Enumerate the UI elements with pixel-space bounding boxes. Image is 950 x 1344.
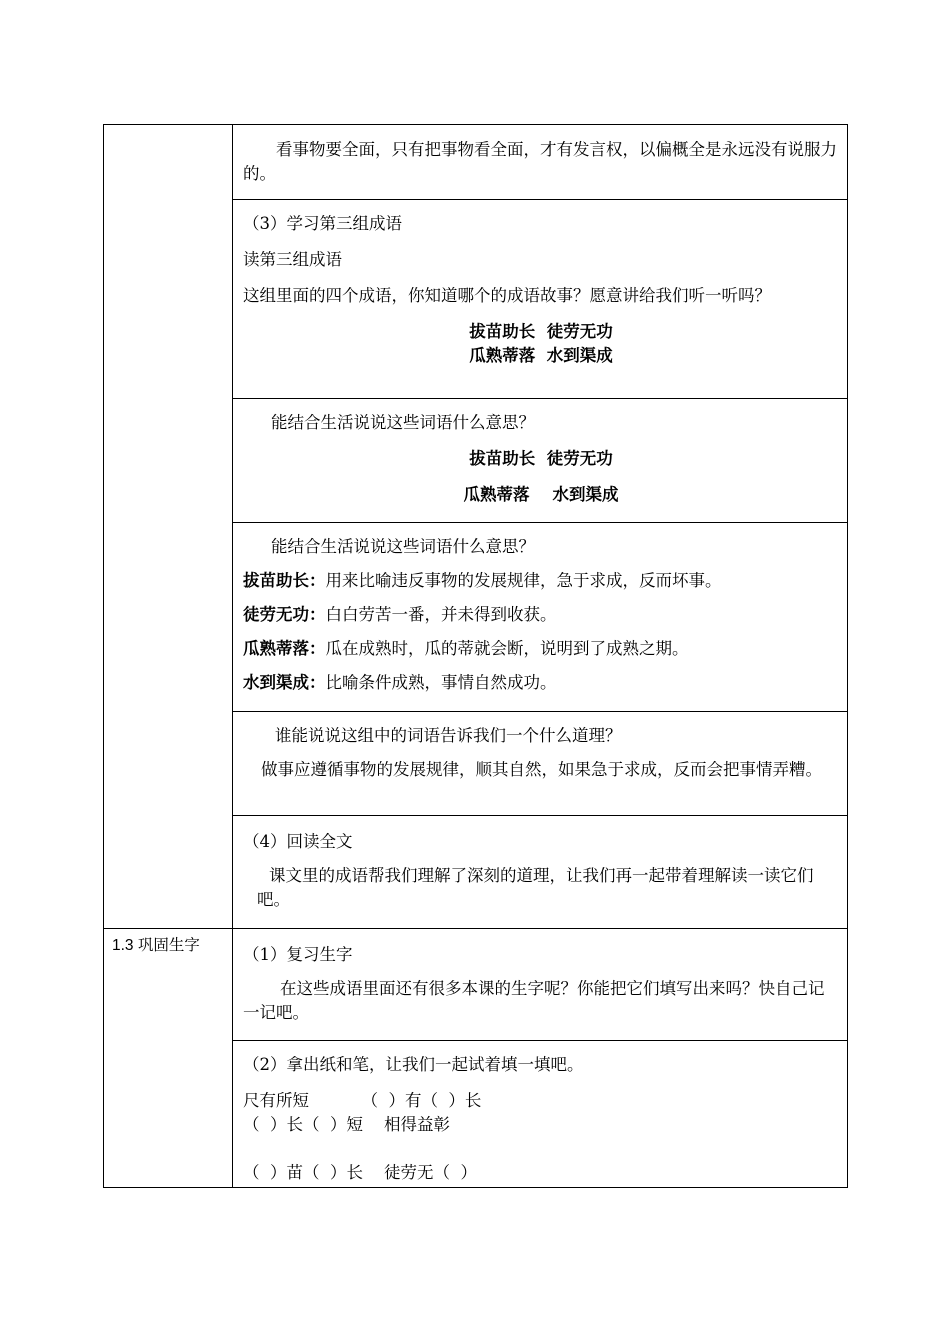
lesson-table — [103, 124, 848, 1188]
content-cell — [233, 523, 848, 712]
instruction-text: 在这些成语里面还有很多本课的生字呢？你能把它们填写出来吗？快自己记一记吧。 — [243, 979, 825, 1022]
definition-item — [243, 671, 839, 695]
section-heading: （1）复习生字 — [243, 945, 353, 964]
definition-term: 拔苗助长： — [243, 571, 326, 590]
answer-text: 做事应遵循事物的发展规律，顺其自然，如果急于求成，反而会把事情弄糟。 — [261, 760, 822, 779]
idioms-line: 拔苗助长 徒劳无功 — [469, 322, 613, 341]
content-cell — [233, 200, 848, 399]
fill-blank-line: （ ）苗（ ）长 徒劳无（ ） — [243, 1163, 477, 1182]
definition-term: 瓜熟蒂落： — [243, 639, 326, 658]
content-cell — [233, 399, 848, 523]
question-text: 能结合生活说说这些词语什么意思？ — [271, 537, 535, 556]
question-text: 谁能说说这组中的词语告诉我们一个什么道理？ — [275, 726, 622, 745]
instruction-text: 读第三组成语 — [243, 250, 342, 269]
section-heading: （4）回读全文 — [243, 832, 353, 851]
question-text: 能结合生活说说这些词语什么意思？ — [271, 413, 535, 432]
definition-text: 瓜在成熟时，瓜的蒂就会断，说明到了成熟之期。 — [325, 639, 689, 658]
section-heading: （3）学习第三组成语 — [243, 214, 402, 233]
label-cell — [104, 929, 233, 1188]
content-cell — [233, 929, 848, 1041]
content-cell — [233, 816, 848, 929]
definition-term: 徒劳无功： — [243, 605, 326, 624]
definition-item — [243, 637, 839, 661]
idioms-line: 瓜熟蒂落 水到渠成 — [463, 485, 619, 504]
reading-text: 课文里的成语帮我们理解了深刻的道理，让我们再一起带着理解读一读它们吧。 — [257, 866, 814, 909]
definition-text: 比喻条件成熟，事情自然成功。 — [325, 673, 557, 692]
definition-text: 用来比喻违反事物的发展规律，急于求成，反而坏事。 — [325, 571, 722, 590]
idioms-line: 拔苗助长 徒劳无功 — [469, 449, 613, 468]
table-row — [104, 125, 848, 200]
definition-item — [243, 569, 839, 593]
content-cell — [233, 1041, 848, 1188]
fill-blank-line: 尺有所短 （ ）有（ ）长 — [243, 1091, 482, 1110]
definition-text: 白白劳苦一番，并未得到收获。 — [325, 605, 557, 624]
definition-item — [243, 603, 839, 627]
section-heading: （2）拿出纸和笔，让我们一起试着填一填吧。 — [243, 1055, 584, 1074]
question-text: 这组里面的四个成语，你知道哪个的成语故事？愿意讲给我们听一听吗？ — [243, 286, 771, 305]
definition-term: 水到渠成： — [243, 673, 326, 692]
content-cell — [233, 125, 848, 200]
label-cell-empty — [104, 125, 233, 929]
fill-blank-line: （ ）长（ ）短 相得益彰 — [243, 1115, 450, 1134]
idioms-line: 瓜熟蒂落 水到渠成 — [469, 346, 613, 365]
conclusion-text: 看事物要全面，只有把事物看全面，才有发言权，以偏概全是永远没有说服力的。 — [243, 140, 837, 183]
content-cell — [233, 712, 848, 816]
section-label: 1.3 巩固生字 — [112, 937, 200, 954]
table-row — [104, 929, 848, 1041]
